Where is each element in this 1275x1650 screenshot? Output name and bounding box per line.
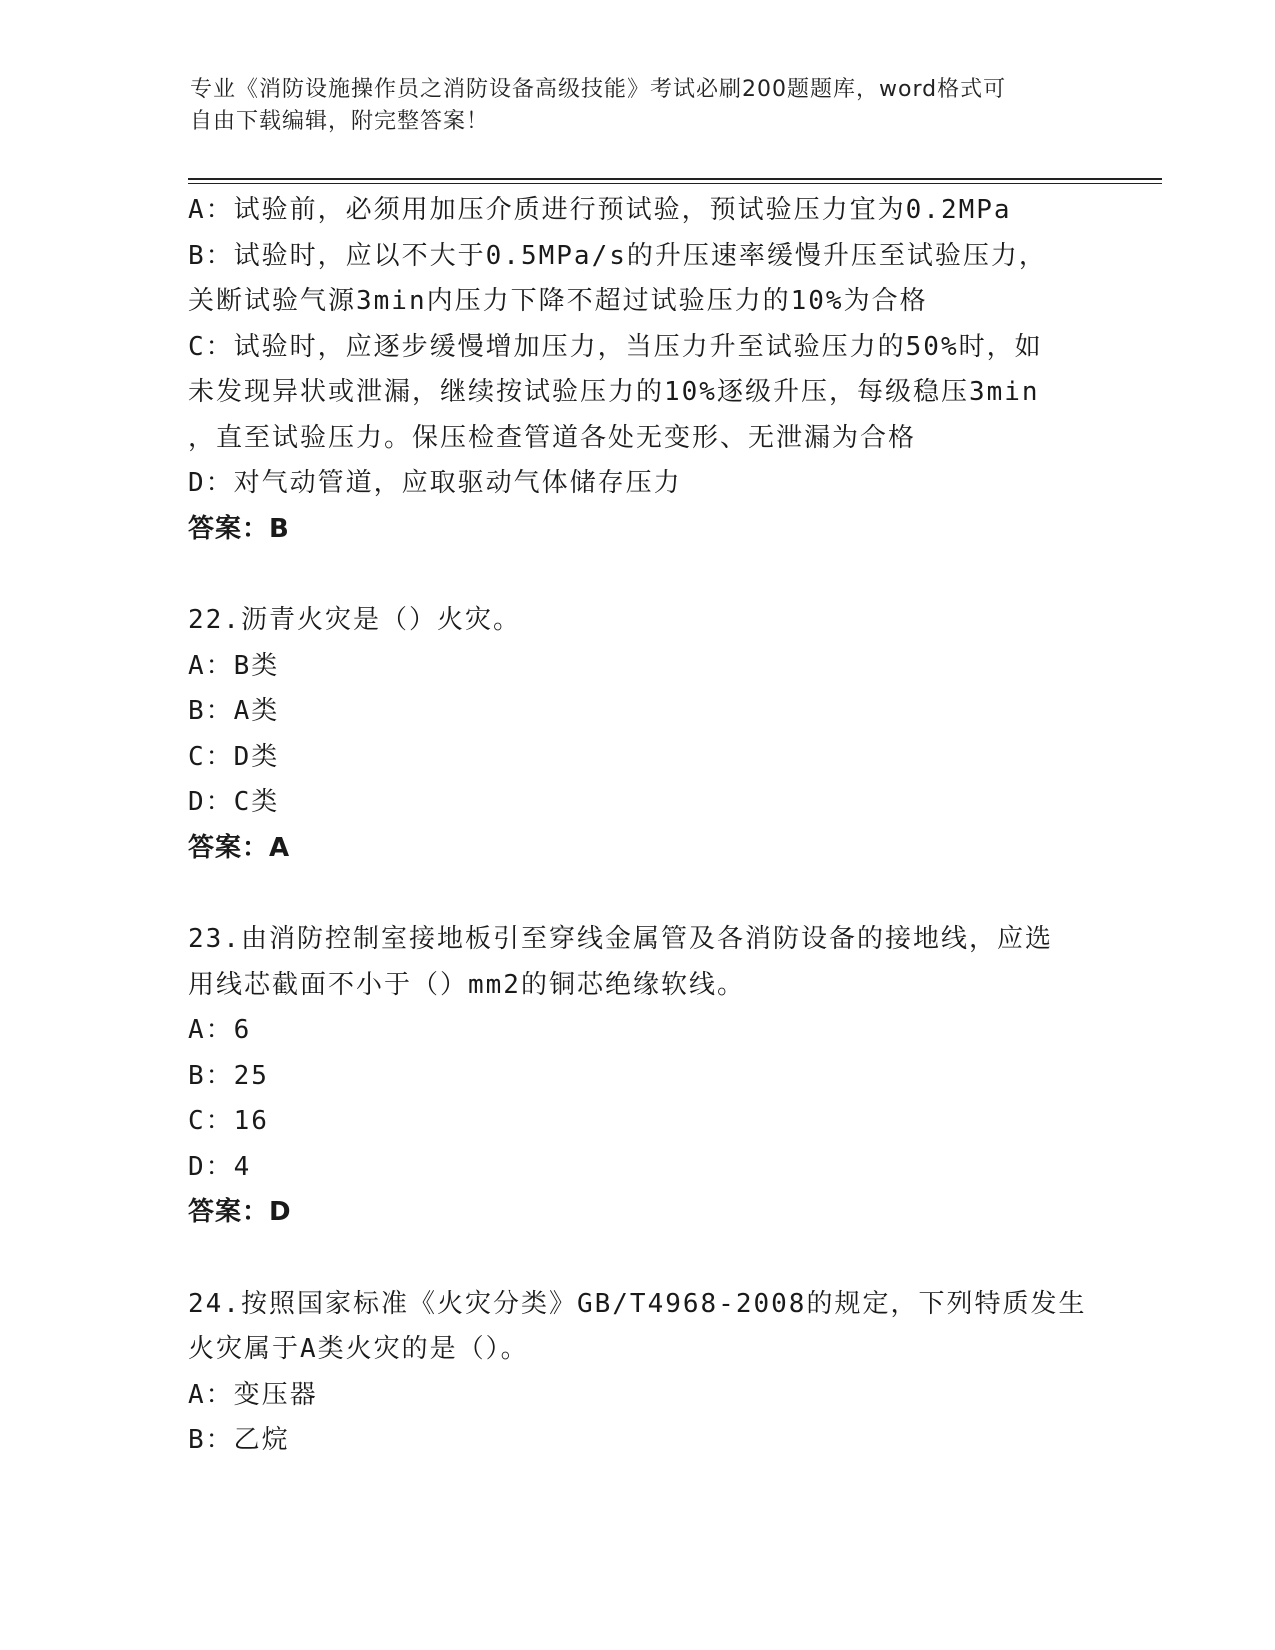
spacer bbox=[188, 552, 1088, 598]
document-header bbox=[190, 74, 1090, 138]
question-21-option-b-line-1: B：试验时，应以不大于0.5MPa/s的升压速率缓慢升压至试验压力， bbox=[188, 240, 1047, 271]
question-21-block bbox=[188, 188, 1088, 552]
question-23-option-a: A：6 bbox=[188, 1015, 252, 1045]
question-23-option-c: C：16 bbox=[188, 1106, 269, 1136]
question-22-option-c: C：D类 bbox=[188, 741, 280, 772]
question-24-option-b: B：乙烷 bbox=[188, 1425, 290, 1455]
question-23-text-line-2: 用线芯截面不小于（）mm2的铜芯绝缘软线。 bbox=[188, 969, 745, 1000]
question-24-text-line-2: 火灾属于A类火灾的是（）。 bbox=[188, 1334, 529, 1364]
question-21-option-c-line-3: ，直至试验压力。保压检查管道各处无变形、无泄漏为合格 bbox=[188, 422, 917, 453]
question-23-answer: 答案：D bbox=[188, 1197, 292, 1227]
header-title-line-2: 自由下载编辑，附完整答案！ bbox=[190, 109, 490, 134]
question-21-option-d: D：对气动管道，应取驱动气体储存压力 bbox=[188, 468, 682, 498]
question-24-option-a: A：变压器 bbox=[188, 1379, 318, 1410]
question-22-text: 22.沥青火灾是（）火灾。 bbox=[188, 605, 521, 635]
question-list bbox=[188, 188, 1088, 1464]
spacer bbox=[188, 1236, 1088, 1282]
header-title-line-1: 专业《消防设施操作员之消防设备高级技能》考试必刷200题题库，word格式可 bbox=[190, 77, 1007, 102]
question-23-text-line-1: 23.由消防控制室接地板引至穿线金属管及各消防设备的接地线，应选 bbox=[188, 924, 1053, 954]
question-22-block bbox=[188, 598, 1088, 871]
header-divider bbox=[188, 178, 1162, 184]
question-23-block bbox=[188, 917, 1088, 1236]
question-22-option-b: B：A类 bbox=[188, 696, 280, 726]
question-21-answer: 答案：B bbox=[188, 513, 290, 544]
question-21-option-c-line-1: C：试验时，应逐步缓慢增加压力，当压力升至试验压力的50%时，如 bbox=[188, 331, 1043, 362]
question-21-option-b-line-2: 关断试验气源3min内压力下降不超过试验压力的10%为合格 bbox=[188, 286, 928, 316]
question-22-answer: 答案：A bbox=[188, 832, 291, 863]
question-24-block bbox=[188, 1282, 1088, 1464]
question-22-option-d: D：C类 bbox=[188, 787, 280, 817]
question-21-option-c-line-2: 未发现异状或泄漏，继续按试验压力的10%逐级升压，每级稳压3min bbox=[188, 377, 1040, 407]
question-23-option-d: D：4 bbox=[188, 1151, 252, 1182]
question-21-option-a: A：试验前，必须用加压介质进行预试验，预试验压力宜为0.2MPa bbox=[188, 195, 1012, 225]
question-22-option-a: A：B类 bbox=[188, 650, 280, 681]
question-24-text-line-1: 24.按照国家标准《火灾分类》GB/T4968-2008的规定，下列特质发生 bbox=[188, 1288, 1087, 1319]
question-23-option-b: B：25 bbox=[188, 1060, 269, 1091]
spacer bbox=[188, 871, 1088, 917]
